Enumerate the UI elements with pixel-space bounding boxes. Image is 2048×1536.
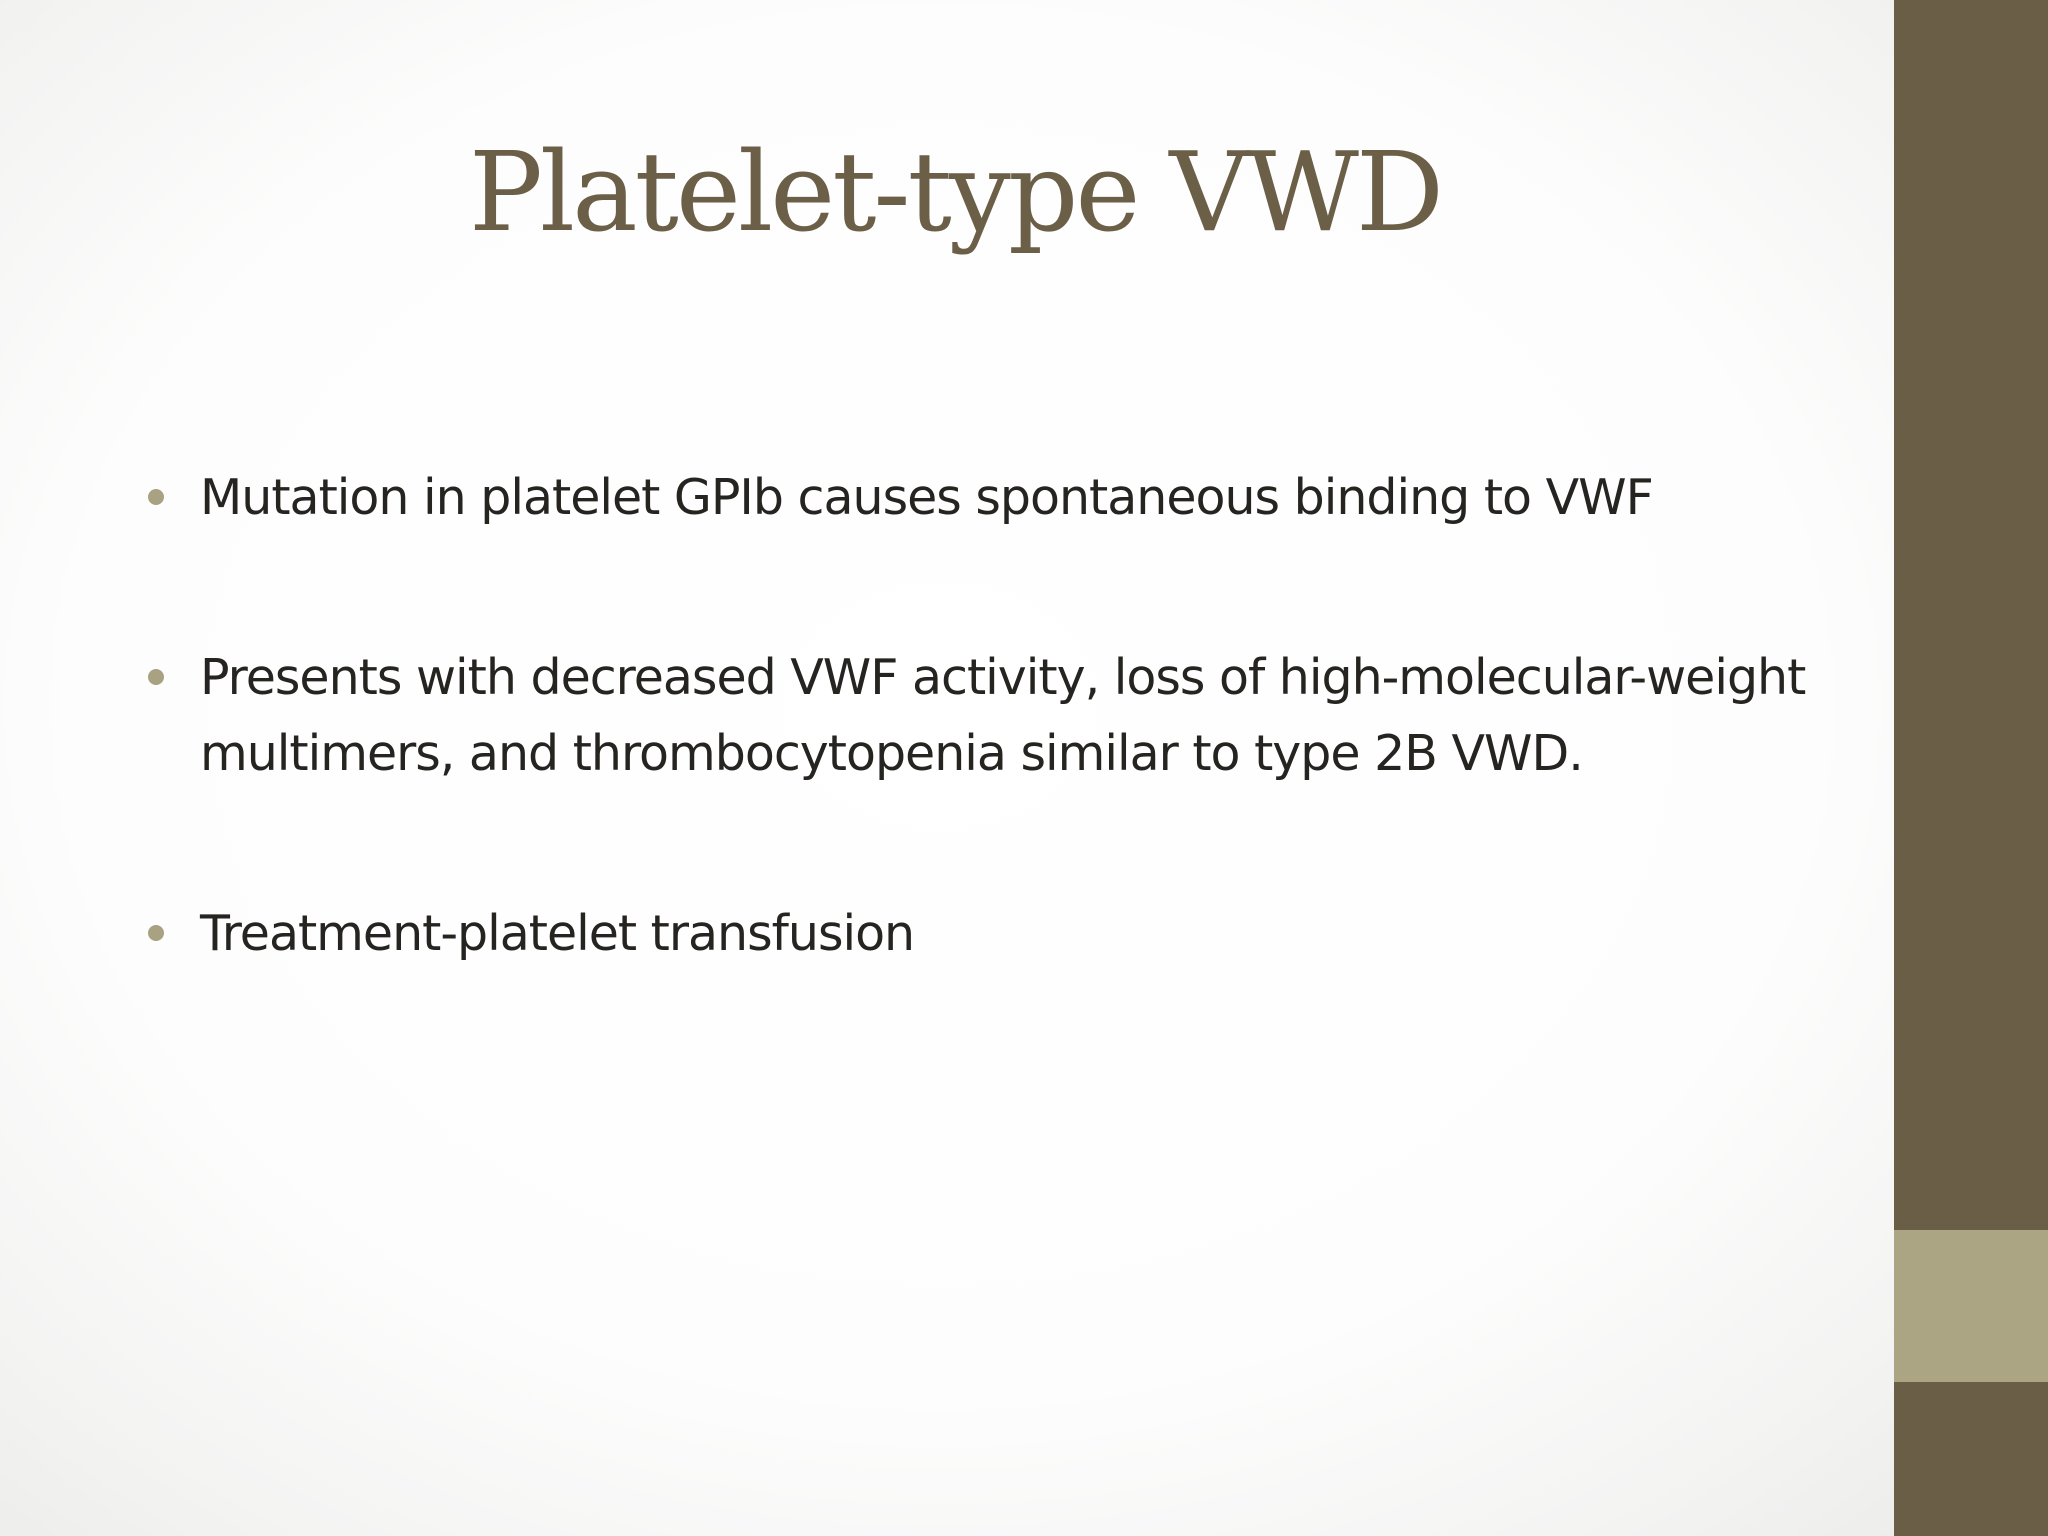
bullet-item: [148, 640, 1808, 792]
bullet-text: Mutation in platelet GPIb causes spontaneous binding to VWF: [200, 469, 1653, 526]
decorative-sidebar: [1894, 0, 2048, 1536]
bullet-dot-icon: [148, 925, 164, 941]
bullet-dot-icon: [148, 489, 164, 505]
bullet-list: [148, 460, 1808, 1076]
bullet-item: [148, 896, 1808, 972]
bullet-text: Presents with decreased VWF activity, loss of high-molecular-weight multimers, and thrombocytopenia similar to type 2B VWD.: [200, 649, 1806, 782]
sidebar-accent-block: [1894, 1230, 2048, 1382]
bullet-item: [148, 460, 1808, 536]
bullet-dot-icon: [148, 669, 164, 685]
slide-title: Platelet-type VWD: [468, 128, 1442, 256]
bullet-text: Treatment-platelet transfusion: [200, 905, 915, 962]
